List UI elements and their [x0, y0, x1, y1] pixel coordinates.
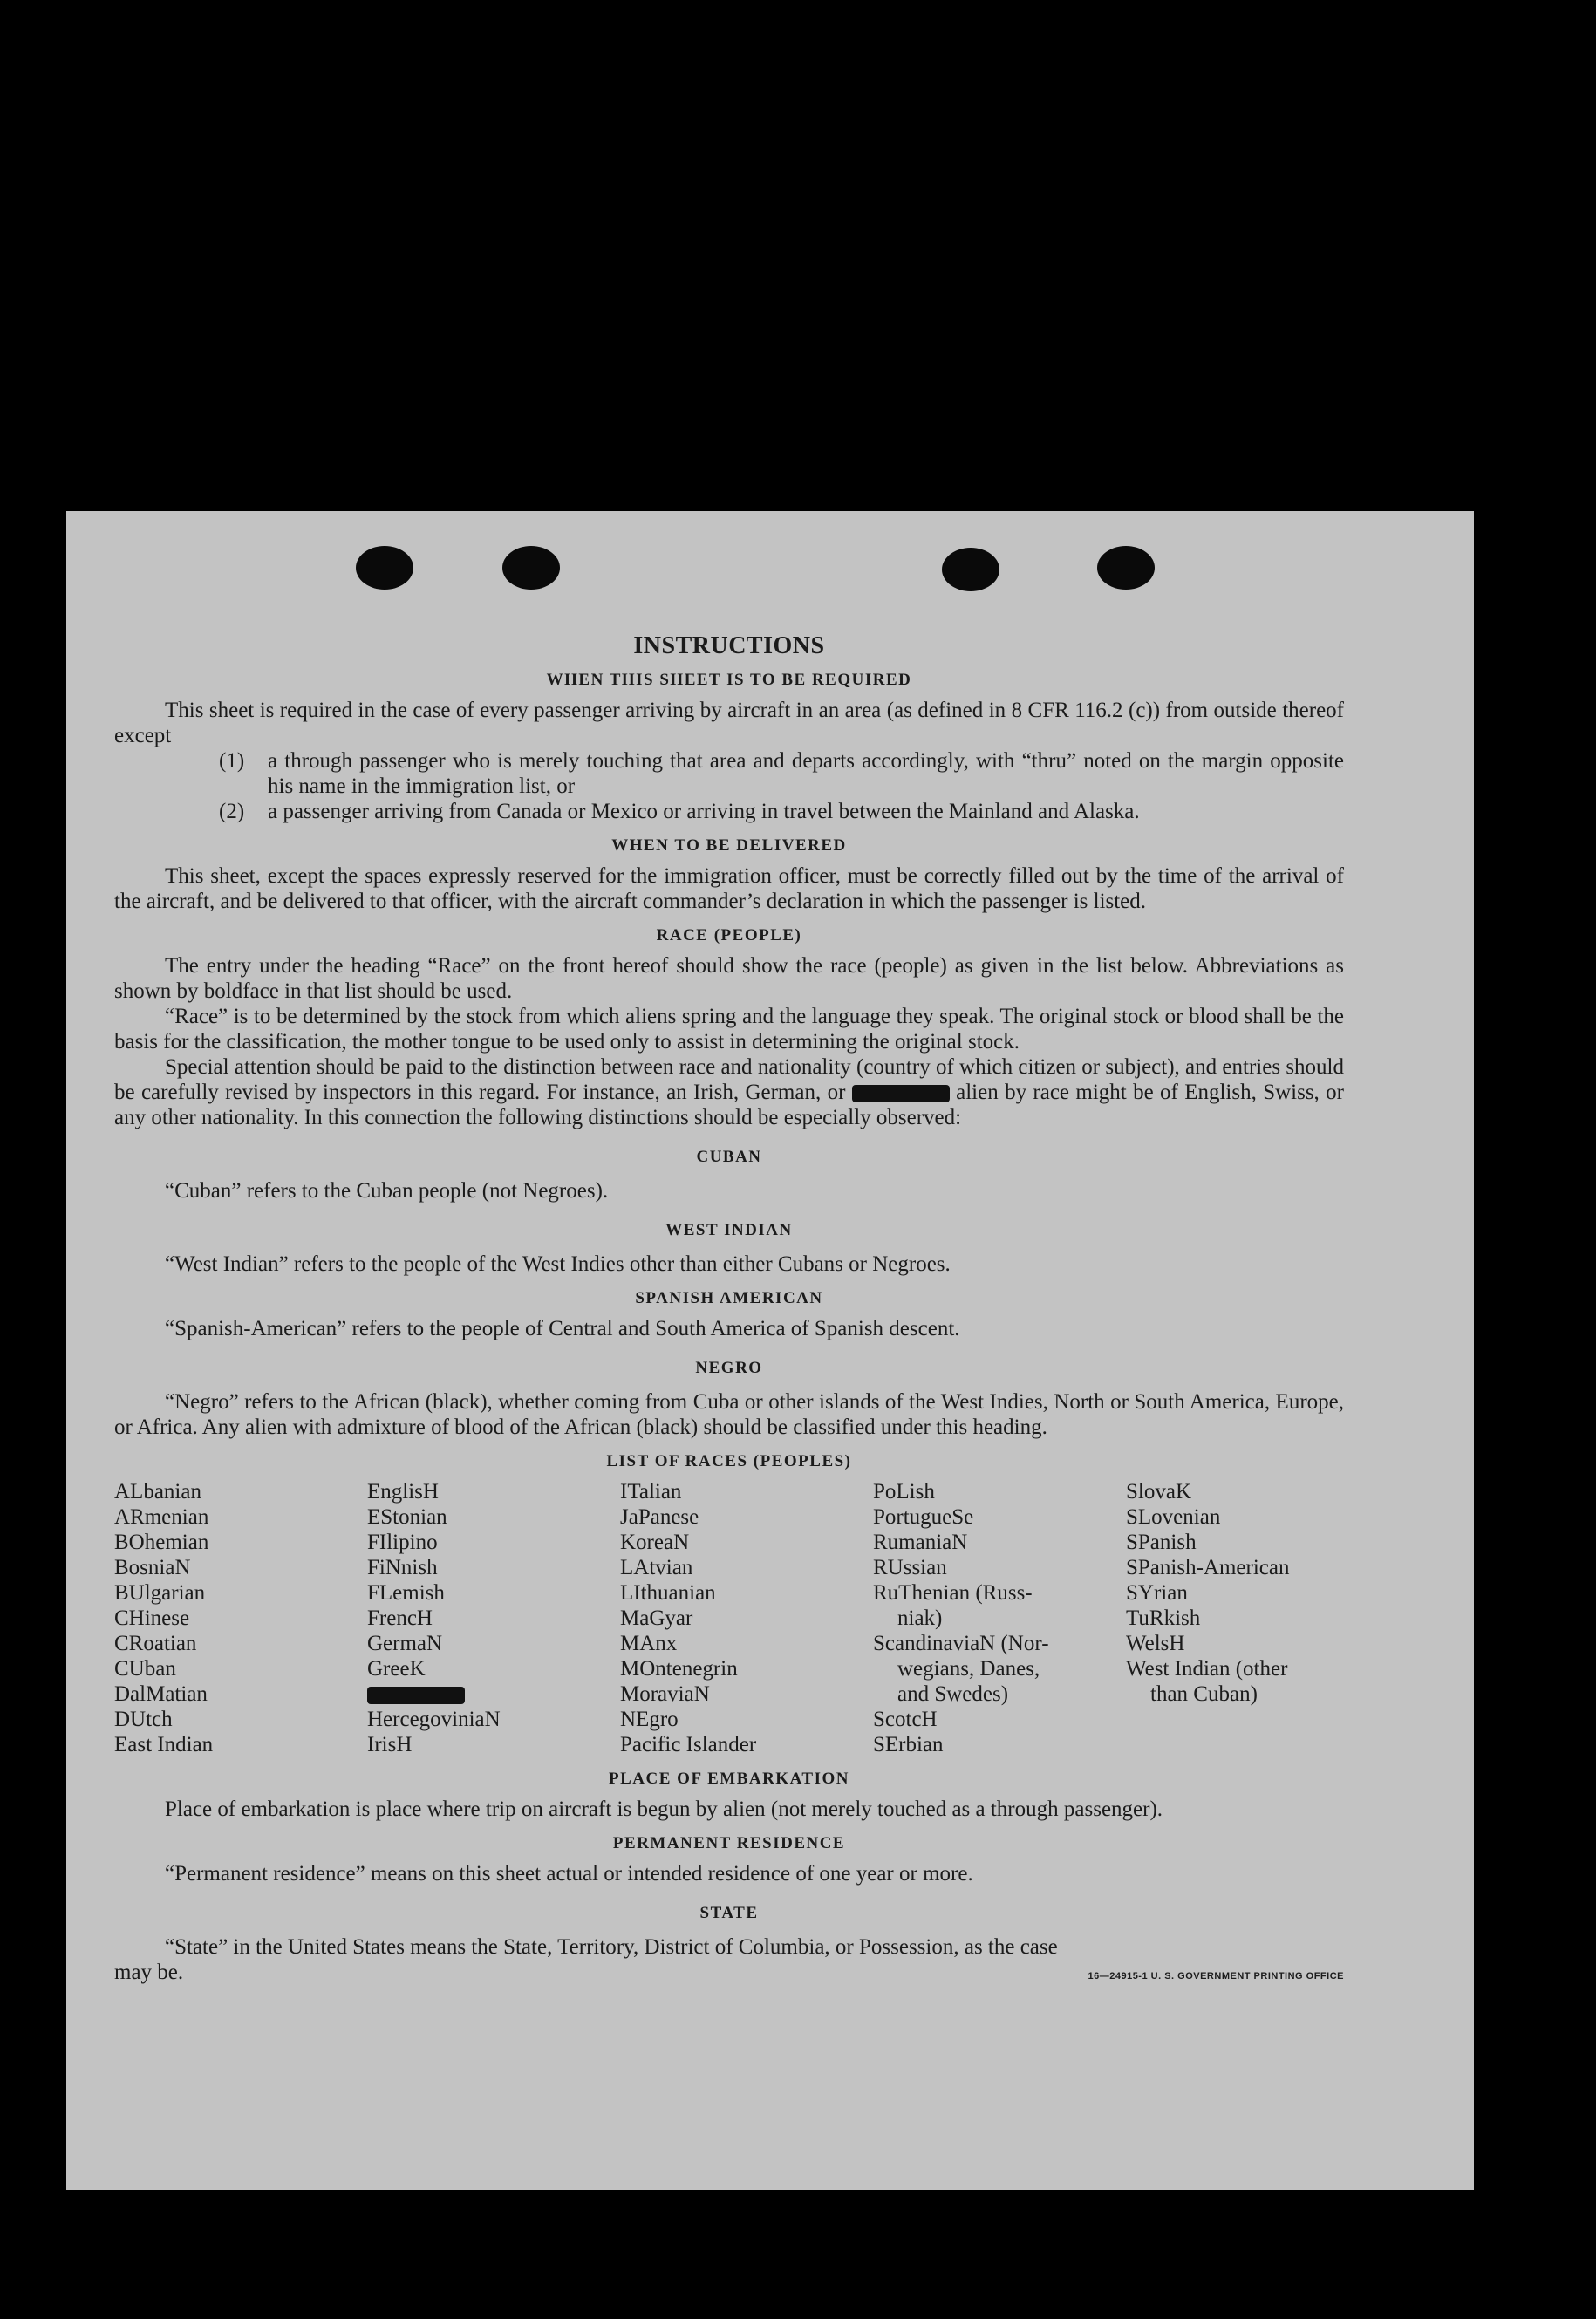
race-item: FiNnish — [367, 1556, 438, 1579]
race-item: WelsH — [1126, 1632, 1185, 1655]
race-item-continued: than Cuban) — [1150, 1682, 1258, 1706]
race-paragraph-2: “Race” is to be determined by the stock from which aliens spring and the language they speak. The original stock or blood shall be the basis for the classification, the mother tongue to be used only to assist in determining the original stock. — [114, 1005, 1344, 1054]
race-item: KoreaN — [620, 1531, 690, 1554]
race-item: DalMatian — [114, 1682, 208, 1706]
exception-text: a passenger arriving from Canada or Mexico or arriving in travel between the Mainland and Alaska. — [268, 800, 1140, 823]
document-sheet — [66, 511, 1474, 2190]
race-item: EStonian — [367, 1505, 447, 1529]
section-heading-west-indian: WEST INDIAN — [665, 1221, 793, 1239]
embarkation-text: Place of embarkation is place where trip on aircraft is begun by alien (not merely touched as a through passenger). — [165, 1797, 1163, 1821]
race-item: SlovaK — [1126, 1480, 1191, 1504]
races-list — [114, 1479, 1344, 1757]
race-item: HercegoviniaN — [367, 1708, 501, 1731]
race-item: DUtch — [114, 1708, 173, 1731]
west-indian-text: “West Indian” refers to the people of the West Indies other than either Cubans or Negroes. — [165, 1252, 951, 1276]
race-item: BosniaN — [114, 1556, 191, 1579]
race-item: FrencH — [367, 1606, 433, 1630]
state-last-line — [114, 1960, 1344, 1989]
race-paragraph-3-start: Special attention should be paid to the distinction between race and nationality (country of which citizen or subject), and entries should be carefully revised by inspectors in this regard. For instance, an Irish, German, or — [114, 1055, 1344, 1104]
state-text-line-1: “State” in the United States means the State, Territory, District of Columbia, or Possession, as the case — [165, 1935, 1058, 1959]
race-item: TuRkish — [1126, 1606, 1201, 1630]
race-item-continued: wegians, Danes, — [897, 1657, 1040, 1681]
race-item: ITalian — [620, 1480, 682, 1504]
races-column-1 — [114, 1479, 367, 1757]
punch-hole — [356, 546, 413, 590]
race-item: JaPanese — [620, 1505, 699, 1529]
races-column-4 — [873, 1479, 1126, 1757]
race-item: IrisH — [367, 1733, 413, 1756]
permanent-residence-text: “Permanent residence” means on this sheet actual or intended residence of one year or more. — [165, 1862, 973, 1886]
race-item: MOntenegrin — [620, 1657, 738, 1681]
redaction-mark — [367, 1687, 465, 1704]
race-item: FLemish — [367, 1581, 445, 1605]
punch-hole — [502, 546, 560, 590]
race-item: PoLish — [873, 1480, 935, 1504]
section-heading-race: RACE (PEOPLE) — [656, 926, 802, 945]
section-heading-embarkation: PLACE OF EMBARKATION — [609, 1770, 849, 1788]
race-item: SYrian — [1126, 1581, 1188, 1605]
exception-number: (1) — [219, 749, 245, 773]
cuban-text: “Cuban” refers to the Cuban people (not Negroes). — [165, 1179, 609, 1203]
when-delivered-text: This sheet, except the spaces expressly reserved for the immigration officer, must be correctly filled out by the time of the arrival of the aircraft, and be delivered to that officer, with the aircraft commander’s declaration in which the passenger is listed. — [114, 864, 1344, 913]
exception-text: a through passenger who is merely touching that area and departs accordingly, with “thru” noted on the margin opposite his name in the immigration list, or — [268, 749, 1344, 798]
state-text-line-2: may be. — [114, 1961, 184, 1984]
race-item: SPanish — [1126, 1531, 1197, 1554]
race-item: ALbanian — [114, 1480, 201, 1504]
race-item-redacted — [367, 1681, 620, 1707]
section-heading-negro: NEGRO — [695, 1359, 763, 1377]
race-item: SErbian — [873, 1733, 944, 1756]
race-item: RumaniaN — [873, 1531, 968, 1554]
race-item: EnglisH — [367, 1480, 439, 1504]
section-heading-list-of-races: LIST OF RACES (PEOPLES) — [606, 1452, 852, 1470]
race-item: FIlipino — [367, 1531, 438, 1554]
section-heading-when-required: WHEN THIS SHEET IS TO BE REQUIRED — [546, 671, 912, 689]
race-item: LIthuanian — [620, 1581, 716, 1605]
punch-hole — [1097, 546, 1155, 590]
race-item-continued: niak) — [897, 1606, 943, 1630]
race-item: BOhemian — [114, 1531, 209, 1554]
page-title: INSTRUCTIONS — [633, 632, 825, 659]
section-heading-when-delivered: WHEN TO BE DELIVERED — [611, 836, 847, 855]
spanish-american-text: “Spanish-American” refers to the people of Central and South America of Spanish descent. — [165, 1317, 960, 1340]
race-item: BUlgarian — [114, 1581, 206, 1605]
race-item: MAnx — [620, 1632, 678, 1655]
punch-hole — [942, 548, 999, 591]
race-item: West Indian (other — [1126, 1657, 1288, 1681]
exception-item — [114, 748, 1344, 799]
race-item: ScotcH — [873, 1708, 938, 1731]
race-item: SLovenian — [1126, 1505, 1221, 1529]
when-required-intro: This sheet is required in the case of every passenger arriving by aircraft in an area (as defined in 8 CFR 116.2 (c)) from outside thereof except — [114, 699, 1344, 747]
redaction-mark — [852, 1085, 950, 1102]
section-heading-spanish-american: SPANISH AMERICAN — [635, 1289, 823, 1307]
race-item: CUban — [114, 1657, 176, 1681]
race-item: MoraviaN — [620, 1682, 710, 1706]
race-paragraph-1: The entry under the heading “Race” on the front hereof should show the race (people) as given in the list below. Abbreviations as shown by boldface in that list should be used. — [114, 954, 1344, 1003]
section-heading-cuban: CUBAN — [696, 1148, 762, 1166]
section-heading-permanent-residence: PERMANENT RESIDENCE — [612, 1834, 846, 1852]
race-item: CHinese — [114, 1606, 190, 1630]
race-item: GreeK — [367, 1657, 426, 1681]
race-item: East Indian — [114, 1733, 214, 1756]
exception-item — [114, 799, 1344, 824]
race-item: MaGyar — [620, 1606, 693, 1630]
printer-mark: 16—24915-1 U. S. GOVERNMENT PRINTING OFFICE — [1088, 1971, 1344, 1981]
race-item: CRoatian — [114, 1632, 197, 1655]
race-paragraph-3-end: alien by race might be of English, Swiss, or any other nationality. In this connection the following distinctions should be especially observed: — [114, 1081, 1344, 1129]
race-item: GermaN — [367, 1632, 443, 1655]
race-item: SPanish-American — [1126, 1556, 1290, 1579]
race-item: RUssian — [873, 1556, 947, 1579]
race-item: PortugueSe — [873, 1505, 974, 1529]
section-heading-state: STATE — [699, 1904, 759, 1922]
race-item-continued: and Swedes) — [897, 1682, 1009, 1706]
negro-text: “Negro” refers to the African (black), whether coming from Cuba or other islands of the West Indies, North or South America, Europe, or Africa. Any alien with admixture of blood of the African (black) should be classified under this heading. — [114, 1390, 1344, 1439]
instructions-content — [114, 633, 1344, 1989]
race-item: ARmenian — [114, 1505, 209, 1529]
race-item: RuThenian (Russ- — [873, 1581, 1033, 1605]
race-item: LAtvian — [620, 1556, 693, 1579]
race-item: NEgro — [620, 1708, 679, 1731]
races-column-5 — [1126, 1479, 1361, 1757]
races-column-2 — [367, 1479, 620, 1757]
race-paragraph-3 — [114, 1054, 1344, 1130]
race-item: Pacific Islander — [620, 1733, 757, 1756]
exception-number: (2) — [219, 800, 245, 823]
races-column-3 — [620, 1479, 873, 1757]
race-item: ScandinaviaN (Nor- — [873, 1632, 1049, 1655]
